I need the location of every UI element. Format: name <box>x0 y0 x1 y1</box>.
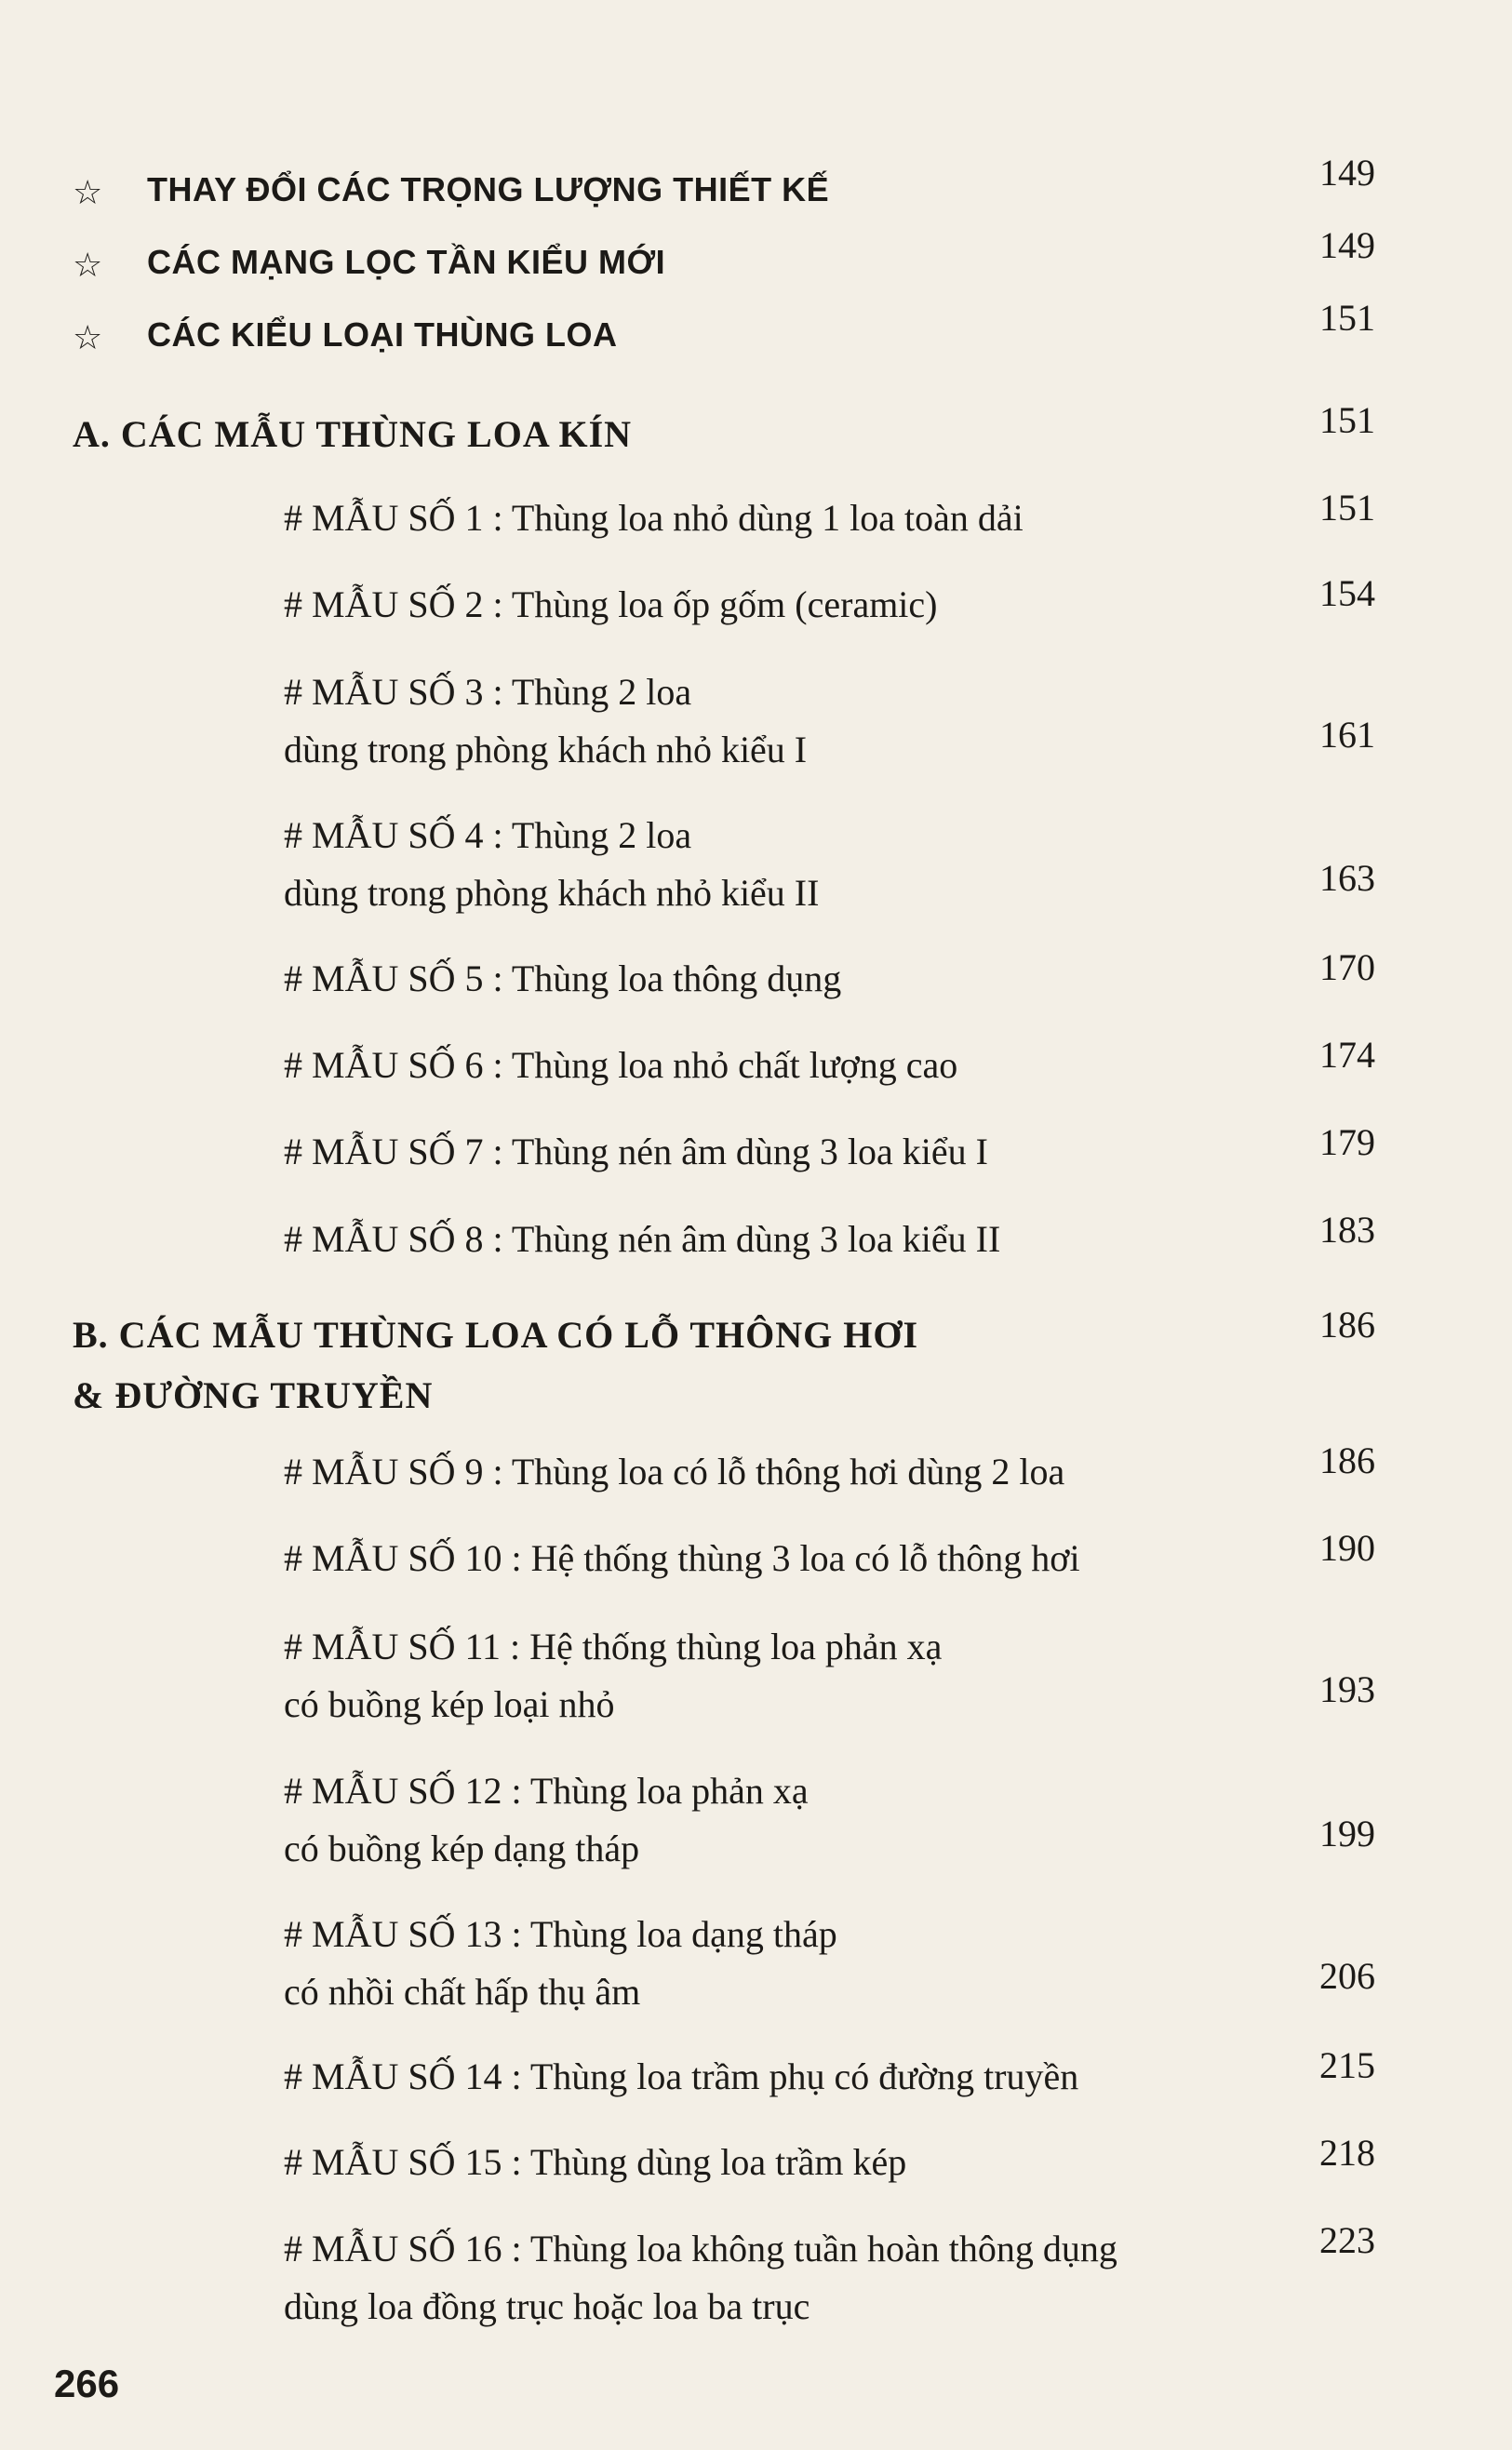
entry-title: Thùng loa có lỗ thông hơi dùng 2 loa <box>511 1451 1065 1493</box>
toc-page-number: 186 <box>1319 1304 1375 1345</box>
toc-entry <box>284 2219 1117 2279</box>
entry-subtitle: có nhồi chất hấp thụ âm <box>284 1971 641 2013</box>
entry-code: # MẪU SỐ 1 : <box>284 497 503 539</box>
entry-code: # MẪU SỐ 15 : <box>284 2141 522 2183</box>
entry-title: Thùng nén âm dùng 3 loa kiểu II <box>511 1218 1001 1260</box>
toc-entry <box>284 1036 957 1095</box>
toc-page-number: 183 <box>1319 1209 1375 1251</box>
toc-page-number: 151 <box>1319 297 1375 339</box>
toc-page-number: 149 <box>1319 224 1375 266</box>
toc-page-number: 170 <box>1319 946 1375 988</box>
toc-item-title: THAY ĐỔI CÁC TRỌNG LƯỢNG THIẾT KẾ <box>147 170 830 208</box>
toc-entry <box>284 489 1024 548</box>
entry-subtitle: dùng trong phòng khách nhỏ kiểu II <box>284 872 820 914</box>
entry-code: # MẪU SỐ 16 : <box>284 2228 522 2269</box>
toc-page-number: 199 <box>1319 1813 1375 1854</box>
toc-entry <box>284 1761 809 1821</box>
entry-title: Thùng loa phản xạ <box>529 1770 809 1812</box>
entry-title: Thùng loa nhỏ dùng 1 loa toàn dải <box>511 497 1024 539</box>
toc-entry <box>284 1122 988 1182</box>
toc-entry <box>284 1442 1064 1502</box>
toc-page-number: 218 <box>1319 2132 1375 2174</box>
star-icon: ☆ <box>73 247 103 285</box>
entry-code: # MẪU SỐ 9 : <box>284 1451 503 1493</box>
entry-title: Thùng loa không tuần hoàn thông dụng <box>529 2228 1117 2269</box>
toc-entry <box>284 1210 1000 1269</box>
entry-code: # MẪU SỐ 8 : <box>284 1218 503 1260</box>
entry-code: # MẪU SỐ 12 : <box>284 1770 522 1812</box>
entry-title: Thùng nén âm dùng 3 loa kiểu I <box>511 1131 988 1172</box>
entry-title: Thùng loa nhỏ chất lượng cao <box>511 1044 958 1086</box>
toc-page-number: 193 <box>1319 1668 1375 1710</box>
toc-page-number: 161 <box>1319 714 1375 756</box>
entry-code: # MẪU SỐ 5 : <box>284 957 503 999</box>
entry-code: # MẪU SỐ 11 : <box>284 1626 521 1667</box>
entry-code: # MẪU SỐ 14 : <box>284 2055 522 2097</box>
entry-code: # MẪU SỐ 4 : <box>284 814 503 856</box>
toc-entry <box>284 1617 942 1677</box>
page-folio: 266 <box>54 2362 120 2405</box>
entry-code: # MẪU SỐ 2 : <box>284 583 503 625</box>
toc-page-number: 186 <box>1319 1439 1375 1481</box>
toc-page-number: 154 <box>1319 572 1375 614</box>
toc-entry <box>284 663 691 722</box>
entry-title: Hệ thống thùng loa phản xạ <box>529 1626 943 1667</box>
toc-item-title: CÁC MẠNG LỌC TẦN KIỂU MỚI <box>147 243 666 281</box>
entry-code: # MẪU SỐ 7 : <box>284 1131 503 1172</box>
entry-code: # MẪU SỐ 13 : <box>284 1913 522 1955</box>
toc-entry <box>284 1529 1080 1588</box>
toc-entry <box>284 1905 837 1964</box>
entry-title: Thùng loa ốp gốm (ceramic) <box>511 583 938 625</box>
section-b-title: B. CÁC MẪU THÙNG LOA CÓ LỖ THÔNG HƠI <box>73 1314 919 1356</box>
toc-entry <box>284 806 691 865</box>
section-a-title: A. CÁC MẪU THÙNG LOA KÍN <box>73 413 633 455</box>
entry-subtitle: dùng trong phòng khách nhỏ kiểu I <box>284 729 808 770</box>
toc-page-number: 190 <box>1319 1527 1375 1569</box>
toc-page-number: 179 <box>1319 1121 1375 1163</box>
toc-page-number: 163 <box>1319 857 1375 899</box>
star-icon: ☆ <box>73 174 103 212</box>
toc-page-number: 149 <box>1319 152 1375 194</box>
entry-title: Hệ thống thùng 3 loa có lỗ thông hơi <box>530 1537 1080 1579</box>
entry-title: Thùng 2 loa <box>511 814 692 856</box>
section-b-title-cont: & ĐƯỜNG TRUYỀN <box>73 1374 434 1416</box>
entry-subtitle: có buồng kép dạng tháp <box>284 1827 640 1869</box>
entry-subtitle: dùng loa đồng trục hoặc loa ba trục <box>284 2285 810 2327</box>
toc-entry <box>284 949 841 1009</box>
entry-code: # MẪU SỐ 6 : <box>284 1044 503 1086</box>
toc-page-number: 223 <box>1319 2219 1375 2261</box>
entry-subtitle: có buồng kép loại nhỏ <box>284 1683 615 1725</box>
toc-entry <box>284 2133 906 2192</box>
toc-page-number: 151 <box>1319 487 1375 529</box>
toc-page-number: 206 <box>1319 1955 1375 1997</box>
entry-title: Thùng loa dạng tháp <box>529 1913 837 1955</box>
entry-title: Thùng loa trầm phụ có đường truyền <box>529 2055 1079 2097</box>
entry-code: # MẪU SỐ 10 : <box>284 1537 522 1579</box>
entry-title: Thùng dùng loa trầm kép <box>529 2141 907 2183</box>
toc-entry <box>284 2047 1078 2107</box>
entry-code: # MẪU SỐ 3 : <box>284 671 503 713</box>
entry-title: Thùng loa thông dụng <box>511 957 842 999</box>
toc-page-number: 215 <box>1319 2044 1375 2086</box>
toc-page-number: 174 <box>1319 1034 1375 1076</box>
toc-item-title: CÁC KIỂU LOẠI THÙNG LOA <box>147 315 618 354</box>
toc-entry <box>284 575 938 635</box>
star-icon: ☆ <box>73 319 103 357</box>
toc-page-number: 151 <box>1319 399 1375 441</box>
entry-title: Thùng 2 loa <box>511 671 692 713</box>
